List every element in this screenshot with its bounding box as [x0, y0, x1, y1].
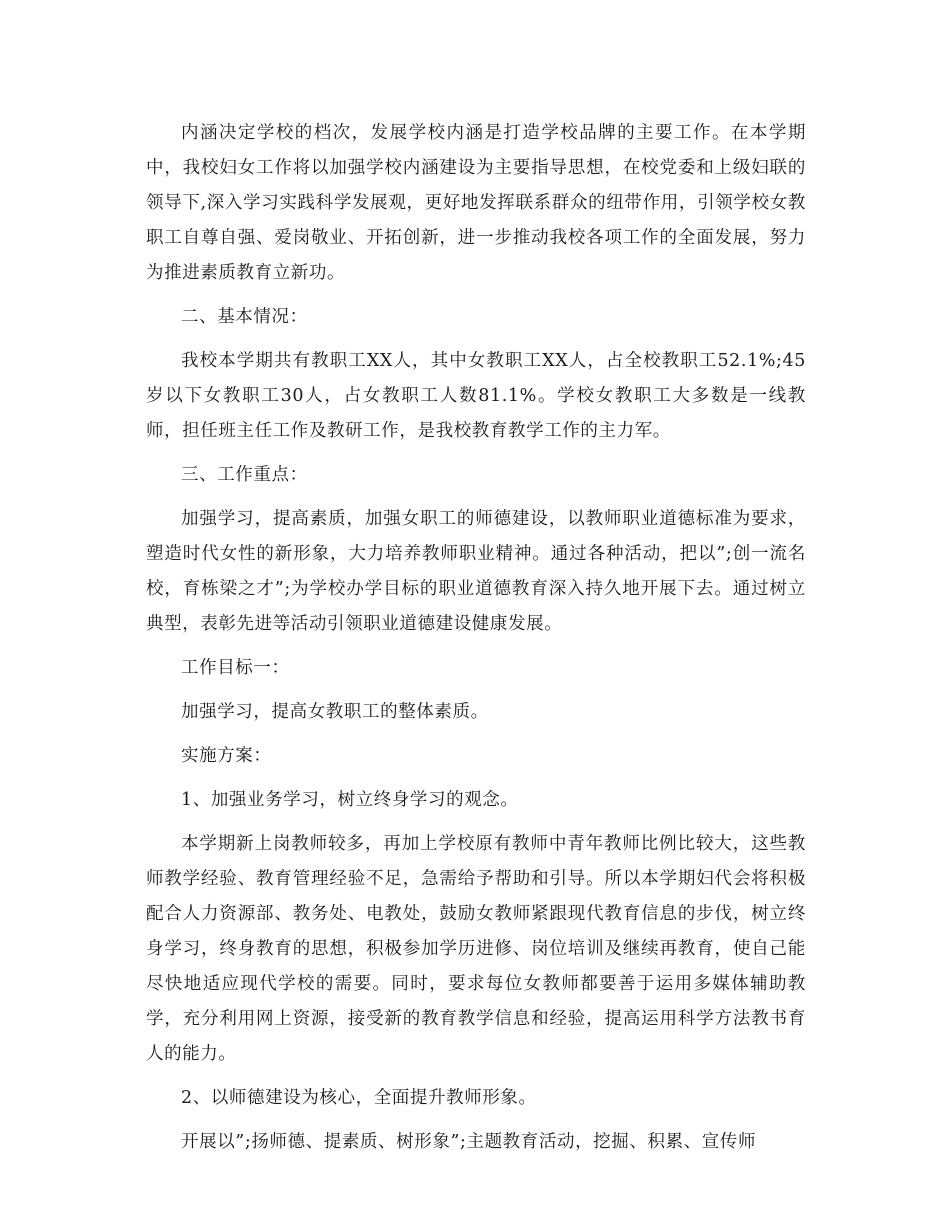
- paragraph-basic-situation: 我校本学期共有教职工XX人，其中女教职工XX人，占全校教职工52.1%;45岁以下女教职工30人，占女教职工人数81.1%。学校女教职工大多数是一线教师，担任班主任工作及教研工作，是我校教育教学工作的主力军。: [146, 351, 806, 441]
- heading-goal-one: 工作目标一：: [181, 658, 290, 678]
- paragraph-work-focus: 加强学习，提高素质，加强女职工的师德建设，以教师职业道德标准为要求，塑造时代女性的新形象，大力培养教师职业精神。通过各种活动，把以”;创一流名校，育栋梁之才”;为学校办学目标的职业道德教育深入持久地开展下去。通过树立典型，表彰先进等活动引领职业道德建设健康发展。: [146, 509, 806, 634]
- section-heading-work-focus: 三、工作重点：: [181, 465, 308, 485]
- paragraph-item-1: 本学期新上岗教师较多，再加上学校原有教师中青年教师比例比较大，这些教师教学经验、教育管理经验不足，急需给予帮助和引导。所以本学期妇代会将积极配合人力资源部、教务处、电教处，鼓励女教师紧跟现代教育信息的步伐，树立终身学习，终身教育的思想，积极参加学历进修、岗位培训及继续再教育，使自己能尽快地适应现代学校的需要。同时，要求每位女教师都要善于运用多媒体辅助教学，充分利用网上资源，接受新的教育教学信息和经验，提高运用科学方法教书育人的能力。: [146, 834, 806, 1064]
- section-heading-basic-situation: 二、基本情况：: [181, 307, 308, 327]
- heading-item-1: 1、加强业务学习，树立终身学习的观念。: [181, 790, 519, 810]
- document-body: [146, 116, 806, 1169]
- heading-item-2: 2、以师德建设为核心，全面提升教师形象。: [181, 1088, 537, 1108]
- paragraph-goal-one: 加强学习，提高女教职工的整体素质。: [181, 702, 489, 722]
- paragraph-intro: 内涵决定学校的档次，发展学校内涵是打造学校品牌的主要工作。在本学期中，我校妇女工作将以加强学校内涵建设为主要指导思想，在校党委和上级妇联的领导下,深入学习实践科学发展观，更好地发挥联系群众的纽带作用，引领学校女教职工自尊自强、爱岗敬业、开拓创新，进一步推动我校各项工作的全面发展，努力为推进素质教育立新功。: [146, 123, 806, 283]
- heading-implementation-plan: 实施方案：: [181, 746, 272, 766]
- paragraph-item-2: 开展以”;扬师德、提素质、树形象”;主题教育活动，挖掘、积累、宣传师: [181, 1132, 757, 1152]
